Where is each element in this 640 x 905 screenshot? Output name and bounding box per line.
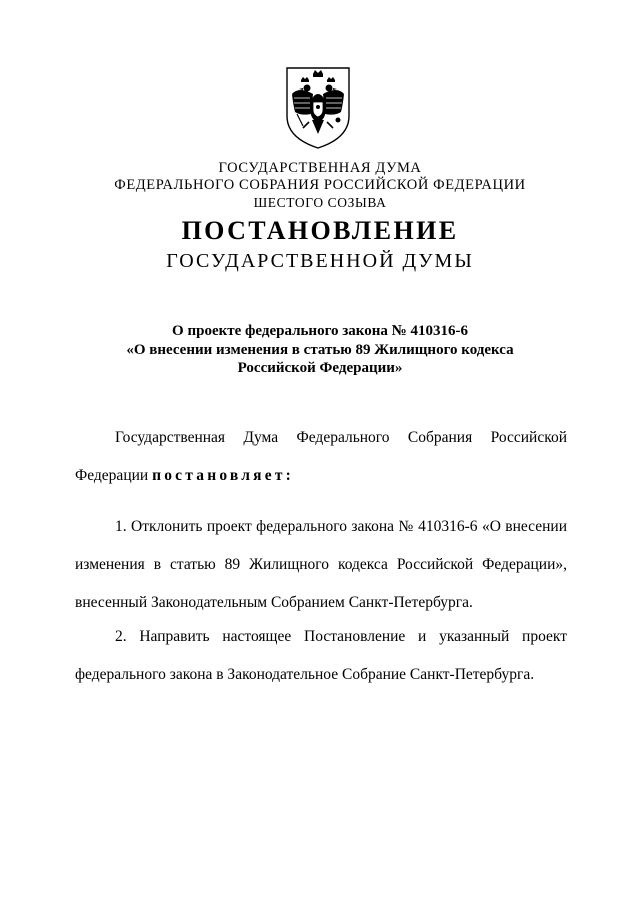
- subject-line: «О внесении изменения в статью 89 Жилищного кодекса: [126, 341, 514, 358]
- header-convocation: ШЕСТОГО СОЗЫВА: [253, 195, 387, 210]
- subject-line: Российской Федерации»: [237, 360, 403, 376]
- coat-of-arms-icon: [283, 64, 353, 150]
- item-2-line: 2. Направить настоящее Постановление и указанный проект: [115, 628, 567, 645]
- preamble-text: Федерации: [75, 467, 153, 484]
- item-1-line: изменения в статью 89 Жилищного кодекса Российской Федерации»,: [75, 556, 567, 573]
- document-subtitle: ГОСУДАРСТВЕННОЙ ДУМЫ: [166, 250, 474, 272]
- preamble-resolves: постановляет:: [152, 467, 294, 484]
- subject-line: О проекте федерального закона № 410316-6: [172, 323, 468, 339]
- item-1-line: внесенный Законодательным Собранием Санкт-Петербурга.: [75, 594, 473, 611]
- item-1-line: 1. Отклонить проект федерального закона № 410316-6 «О внесении: [115, 518, 567, 535]
- header-federal-assembly: ФЕДЕРАЛЬНОГО СОБРАНИЯ РОССИЙСКОЙ ФЕДЕРАЦИИ: [114, 177, 526, 193]
- preamble-line: [75, 466, 567, 486]
- document-title: ПОСТАНОВЛЕНИЕ: [181, 216, 459, 245]
- document-subject: [0, 322, 640, 378]
- preamble-line: Государственная Дума Федерального Собрания Российской: [115, 429, 567, 446]
- item-2-line: федерального закона в Законодательное Собрание Санкт-Петербурга.: [75, 666, 535, 683]
- header-duma: ГОСУДАРСТВЕННАЯ ДУМА: [218, 160, 422, 176]
